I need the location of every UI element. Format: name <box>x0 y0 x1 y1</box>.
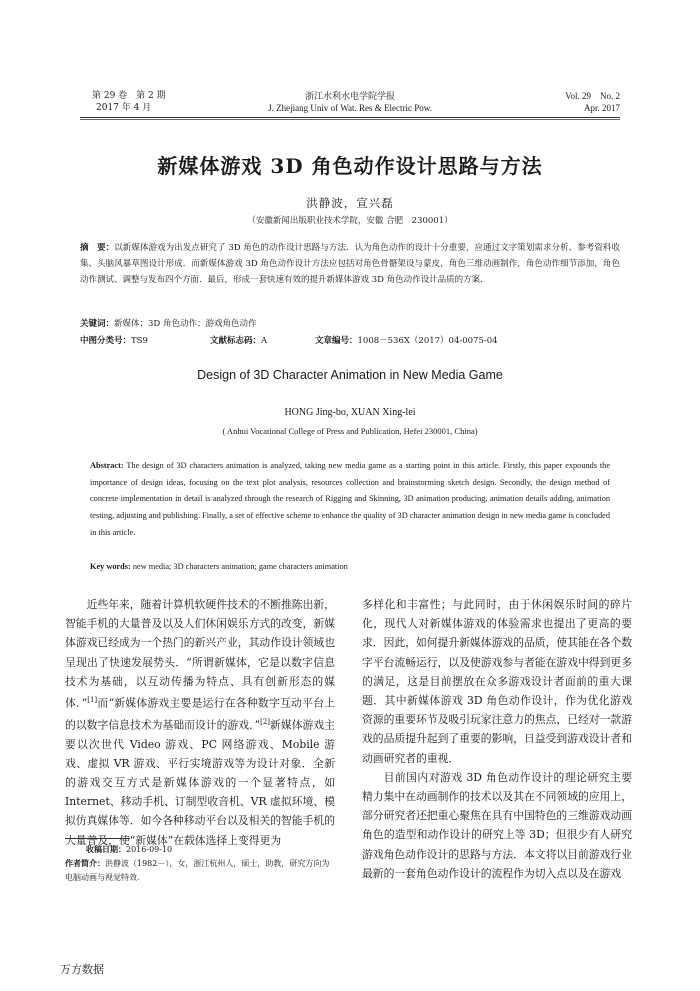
abstract-zh-label: 摘 要： <box>80 243 115 253</box>
author-bio <box>65 857 335 885</box>
affiliation-en: ( Anhui Vocational College of Press and Publication, Hefei 230001, China) <box>222 426 478 436</box>
paper-title-en: Design of 3D Character Animation in New Media Game <box>197 368 503 382</box>
abstract-zh <box>80 240 620 288</box>
art-label: 文章编号： <box>315 336 358 346</box>
body-paragraph: 目前国内对游戏 3D 角色动作设计的理论研究主要精力集中在动画制作的技术以及其在不同领域的应用上，部分研究者还把重心聚焦在具有中国特色的三维游戏动画角色的造型和动作设计的研究上等 3D；但很少有人研究游戏角色动作设计的思路与方法．本文将以目前游戏行业最新的一套角色动作设计的流程作为切入点以及在游戏 <box>362 770 632 880</box>
header-rule <box>80 117 620 118</box>
volume-issue-zh: 第 29 卷 第 2 期 <box>92 91 166 101</box>
received-value: 2016-09-10 <box>126 845 173 854</box>
keywords-zh <box>80 317 620 331</box>
body-text: 近些年来，随着计算机软硬件技术的不断推陈出新，智能手机的大量普及以及人们休闲娱乐方式的改变，新媒体游戏已经成为一个热门的新兴产业，其动作设计领域也呈现出了快速发展势头．“所谓新媒体，它是以数字信息技术为基础，以互动传播为特点、具有创新形态的媒体．” <box>65 598 335 710</box>
footnote <box>65 843 335 885</box>
keywords-en <box>90 560 610 574</box>
authors-zh: 洪静波，宣兴磊 <box>306 196 394 210</box>
header-rule-thin <box>80 119 620 120</box>
received-date <box>65 843 335 857</box>
watermark: 万方数据 <box>60 963 104 976</box>
citation-1[interactable]: [1] <box>87 696 98 705</box>
body-paragraph <box>65 595 335 850</box>
abstract-en <box>90 458 610 542</box>
document-code <box>210 334 267 348</box>
clc-number <box>80 334 148 348</box>
keywords-en-text: new media; 3D characters animation; game characters animation <box>132 562 348 571</box>
article-number <box>315 334 498 348</box>
abstract-en-text: The design of 3D characters animation is analyzed, taking new media game as a starting point in this article. Firstly, this paper expounds the importance of design ideas, focusing on the text plot analysis, resources collection and brainstorming sketch design. Secondly, the design method of concrete implementation in detail is analyzed through the research of Rigging and Skinning, 3D animation producing, animation details adding, animation testing, adjusting and publishing. Finally, a set of effective scheme to enhance the quality of 3D character animation design in new media game is concluded in this article. <box>90 461 611 537</box>
clc-value: TS9 <box>131 336 148 346</box>
volume-issue-en: Vol. 29 No. 2 <box>565 91 620 101</box>
body-text: 而“新媒体游戏主要是运行在各种数字互动平台上的以数字信息技术为基础而设计的游戏．” <box>65 696 335 732</box>
received-label: 收稿日期： <box>86 845 126 854</box>
clc-label: 中图分类号： <box>80 336 132 346</box>
body-paragraph: 多样化和丰富性；与此同时，由于休闲娱乐时间的碎片化，现代人对新媒体游戏的体验需求也提出了更高的要求．因此，如何提升新媒体游戏的品质，使其能在各个数字平台流畅运行，以及使游戏参与者能在游戏中得到更多的满足，这是目前摆放在众多游戏设计者面前的重大课题．其中新媒体游戏 3D 角色动作设计，作为优化游戏资源的重要环节及吸引玩家注意力的焦点，已经对一款游戏的品质提升起到了重要的影响，日益受到游戏设计者和动画研究者的重视． <box>362 598 632 765</box>
abstract-en-label: Abstract: <box>90 461 124 470</box>
date-zh: 2017 年 4 月 <box>96 103 152 113</box>
keywords-zh-label: 关键词： <box>80 319 115 329</box>
body-column-right <box>362 595 632 883</box>
journal-name-zh: 浙江水利水电学院学报 <box>304 91 395 101</box>
abstract-zh-text: 以新媒体游戏为出发点研究了 3D 角色的动作设计思路与方法．认为角色动作的设计十分重要，应通过文字策划需求分析、参考资料收集、头脑风暴草图设计形成．而新媒体游戏 3D 角色动作设计方法应包括对角色骨骼架设与蒙皮，角色三维动画制作，角色动作细节添加，角色动作测试、调整与发布四个方面．最后，形成一套快速有效的提升新媒体游戏 3D 角色动作设计品质的方案． <box>80 243 620 285</box>
keywords-en-label: Key words: <box>90 562 131 571</box>
body-text: 新媒体游戏主要以次世代 Video 游戏、PC 网络游戏、Mobile 游戏、虚拟 VR 游戏、平行实境游戏等为设计对象．全新的游戏交互方式是新媒体游戏的一个显著特点，如 Internet、移动手机、订制型收音机、VR 虚拟环境、模拟仿真媒体等．如今各种移动平台以及相关的智能手机的大量普及，使“新媒体”在载体选择上变得更为 <box>65 718 336 847</box>
doc-value: A <box>261 336 268 346</box>
date-en: Apr. 2017 <box>584 103 620 113</box>
authors-en: HONG Jing-bo, XUAN Xing-lei <box>284 407 416 418</box>
journal-name-en: J. Zhejiang Univ of Wat. Res & Electric Pow. <box>268 103 432 113</box>
keywords-zh-text: 新媒体；3D 角色动作；游戏角色动作 <box>114 319 257 329</box>
footnote-rule <box>65 838 130 839</box>
header-right <box>565 90 620 114</box>
doc-label: 文献标志码： <box>210 336 262 346</box>
author-bio-label: 作者简介： <box>65 859 105 868</box>
body-column-left <box>65 595 335 850</box>
art-value: 1008－536X（2017）04-0075-04 <box>357 336 498 346</box>
paper-title-zh: 新媒体游戏 3D 角色动作设计思路与方法 <box>157 154 543 178</box>
author-bio-value: 洪静波（1982－），女，浙江杭州人，硕士，助教，研究方向为电脑动画与视觉特效． <box>65 859 330 882</box>
affiliation-zh: （安徽新闻出版职业技术学院，安徽 合肥 230001） <box>247 216 453 226</box>
citation-2[interactable]: [2] <box>260 717 271 726</box>
